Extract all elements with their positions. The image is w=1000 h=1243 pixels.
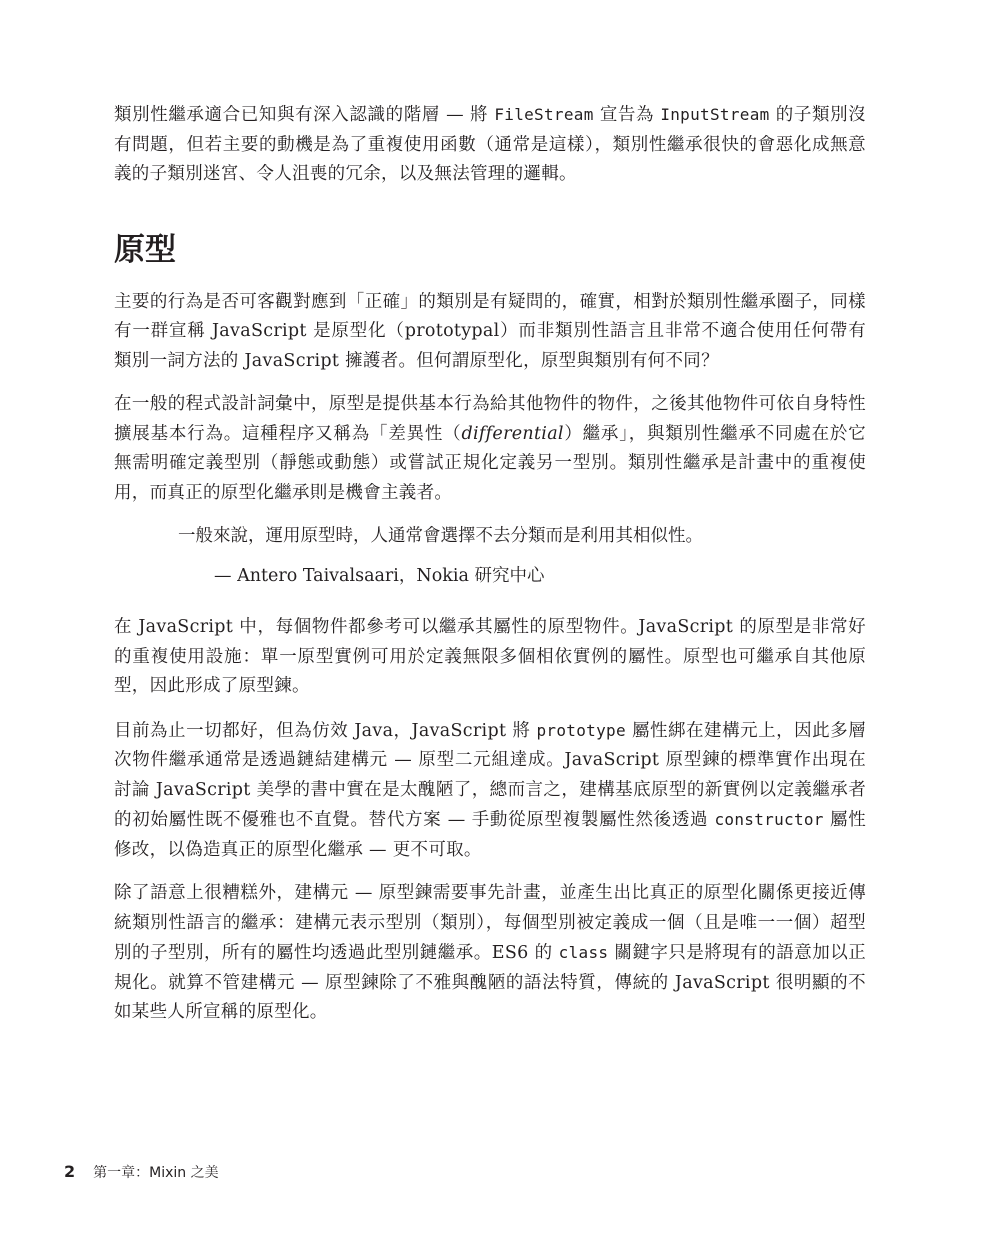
paragraph-4 [114, 716, 866, 866]
code-constructor: constructor [714, 810, 824, 829]
chapter-title: 第一章：Mixin 之美 [93, 1165, 219, 1181]
text-run: 類別性繼承適合已知與有深入認識的階層 — 將 [114, 105, 495, 125]
text-run: 在一般的程式設計詞彙中，原型是提供基本行為給其他物件的物件，之後其他物件可依自身特性擴展基本行為。這種程序又稱為「差異性（ [114, 394, 866, 444]
text-run: 屬性修改，以偽造真正的原型化繼承 — 更不可取。 [114, 810, 866, 860]
page-footer [64, 1162, 219, 1182]
page-content [114, 100, 866, 1042]
paragraph-1: 主要的行為是否可客觀對應到「正確」的類別是有疑問的，確實，相對於類別性繼承圈子，同樣有一群宣稱 JavaScript 是原型化（prototypal）而非類別性語言且非常不適合使用任何帶有類別一詞方法的 JavaScript 擁護者。但何謂原型化，原型與類別有何不同？ [114, 291, 866, 371]
code-filestream: FileStream [494, 105, 594, 124]
text-run: 的子類別沒有問題，但若主要的動機是為了重複使用函數（通常是這樣），類別性繼承很快的會惡化成無意義的子類別迷宮、令人沮喪的冗余，以及無法管理的邏輯。 [114, 105, 866, 184]
block-quote [178, 522, 866, 591]
code-prototype: prototype [536, 720, 626, 740]
text-run: 除了語意上很糟糕外，建構元 — 原型鍊需要事先計畫，並產生出比真正的原型化關係更接近傳統類別性語言的繼承：建構元表示型別（類別），每個型別被定義成一個（且是唯一一個）超型別的子型別，所有的屬性均透過此型別鏈繼承。ES6 的 [114, 883, 866, 963]
code-class: class [558, 943, 609, 962]
text-run: 關鍵字只是將現有的語意加以正規化。就算不管建構元 — 原型鍊除了不雅與醜陋的語法特質，傳統的 JavaScript 很明顯的不如某些人所宣稱的原型化。 [114, 943, 867, 1022]
quote-text: 一般來說，運用原型時，人通常會選擇不去分類而是利用其相似性。 [178, 526, 703, 546]
text-run: ）繼承」，與類別性繼承不同處在於它無需明確定義型別（靜態或動態）或嘗試正規化定義另一型別。類別性繼承是計畫中的重複使用，而真正的原型化繼承則是機會主義者。 [114, 423, 866, 503]
intro-paragraph [114, 100, 866, 190]
quote-attribution: — Antero Taivalsaari，Nokia 研究中心 [214, 565, 545, 586]
paragraph-5 [114, 879, 866, 1028]
emphasis-differential: differential [461, 423, 564, 444]
text-run: 目前為止一切都好，但為仿效 Java，JavaScript 將 [114, 720, 537, 741]
code-inputstream: InputStream [660, 105, 770, 124]
paragraph-2 [114, 390, 866, 508]
section-heading: 原型 [114, 231, 176, 268]
text-run: 屬性綁在建構元上，因此多層次物件繼承通常是透過鏈結建構元 — 原型二元組達成。JavaScript 原型鍊的標準實作出現在討論 JavaScript 美學的書中實在是太醜陋了，總而言之，建構基底原型的新實例以定義繼承者的初始屬性既不優雅也不直覺。替代方案 — 手動從原型複製屬性然後透過 [114, 720, 867, 830]
text-run: 宣告為 [593, 105, 661, 125]
page-number: 2 [64, 1162, 76, 1181]
paragraph-3: 在 JavaScript 中，每個物件都參考可以繼承其屬性的原型物件。JavaScript 的原型是非常好的重複使用設施：單一原型實例可用於定義無限多個相依實例的屬性。原型也可繼承自其他原型，因此形成了原型鍊。 [114, 617, 866, 696]
